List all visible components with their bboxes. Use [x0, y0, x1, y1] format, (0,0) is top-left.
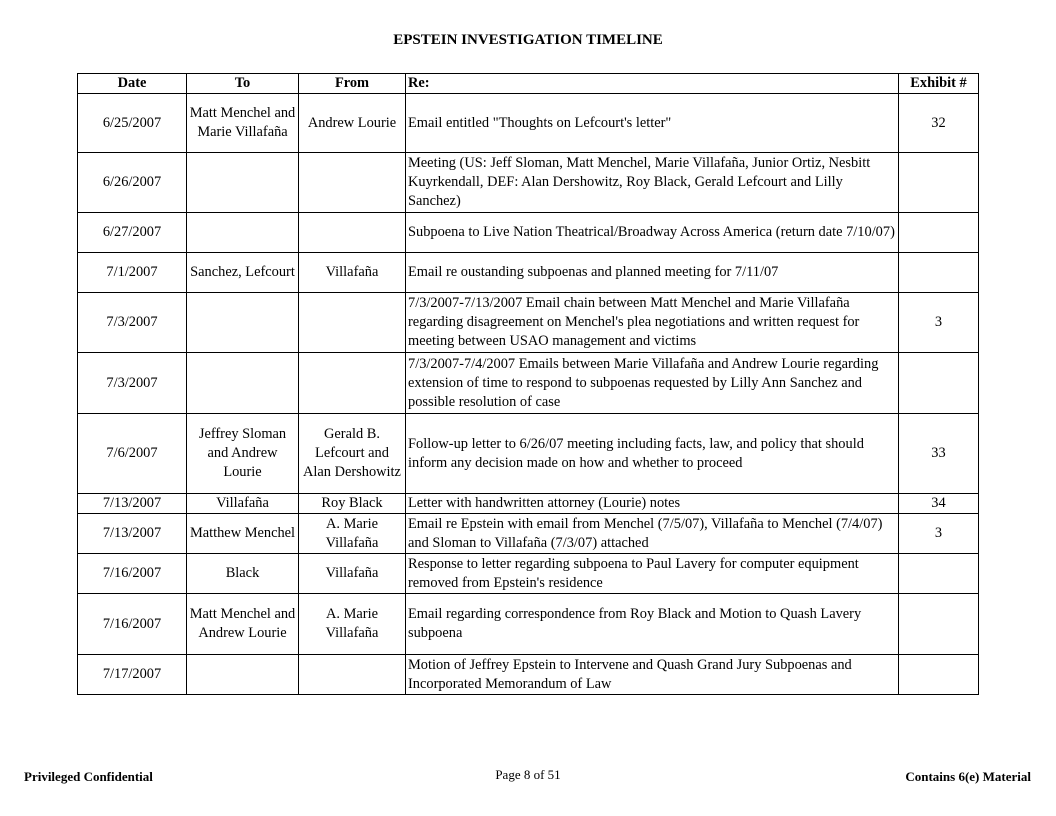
cell-re: 7/3/2007-7/13/2007 Email chain between Matt Menchel and Marie Villafaña regarding disagreement on Menchel's plea negotiations and written request for meeting between USAO management and victims: [406, 293, 899, 353]
cell-date: 6/26/2007: [78, 153, 187, 213]
cell-from: Villafaña: [299, 554, 406, 594]
cell-re: Motion of Jeffrey Epstein to Intervene and Quash Grand Jury Subpoenas and Incorporated Memorandum of Law: [406, 655, 899, 695]
cell-date: 7/3/2007: [78, 293, 187, 353]
cell-from: Villafaña: [299, 253, 406, 293]
table-row: [78, 414, 979, 494]
column-header-from: From: [299, 74, 406, 94]
cell-exhibit: [899, 353, 979, 414]
cell-exhibit: [899, 213, 979, 253]
cell-exhibit: 32: [899, 94, 979, 153]
cell-re: Email re oustanding subpoenas and planned meeting for 7/11/07: [406, 253, 899, 293]
table-row: [78, 554, 979, 594]
cell-date: 6/25/2007: [78, 94, 187, 153]
cell-date: 7/17/2007: [78, 655, 187, 695]
cell-to: Sanchez, Lefcourt: [187, 253, 299, 293]
cell-re: Email regarding correspondence from Roy Black and Motion to Quash Lavery subpoena: [406, 594, 899, 655]
table-row: [78, 514, 979, 554]
cell-from: Gerald B. Lefcourt and Alan Dershowitz: [299, 414, 406, 494]
cell-exhibit: [899, 655, 979, 695]
cell-re: Email entitled "Thoughts on Lefcourt's letter": [406, 94, 899, 153]
cell-to: Villafaña: [187, 494, 299, 514]
cell-exhibit: 3: [899, 293, 979, 353]
cell-re: Meeting (US: Jeff Sloman, Matt Menchel, Marie Villafaña, Junior Ortiz, Nesbitt Kuyrkendall, DEF: Alan Dershowitz, Roy Black, Gerald Lefcourt and Lilly Sanchez): [406, 153, 899, 213]
cell-from: [299, 213, 406, 253]
footer-privileged-label: Privileged Confidential: [24, 769, 153, 784]
column-header-re: Re:: [406, 74, 899, 94]
page-title: EPSTEIN INVESTIGATION TIMELINE: [393, 32, 663, 48]
cell-re: Subpoena to Live Nation Theatrical/Broadway Across America (return date 7/10/07): [406, 213, 899, 253]
cell-date: 7/13/2007: [78, 494, 187, 514]
cell-re: Follow-up letter to 6/26/07 meeting including facts, law, and policy that should inform any decision made on how and whether to proceed: [406, 414, 899, 494]
cell-date: 7/16/2007: [78, 594, 187, 655]
footer-page-number: Page 8 of 51: [495, 767, 561, 782]
cell-exhibit: [899, 253, 979, 293]
cell-from: A. Marie Villafaña: [299, 594, 406, 655]
cell-date: 7/16/2007: [78, 554, 187, 594]
cell-date: 7/1/2007: [78, 253, 187, 293]
table-row: [78, 594, 979, 655]
cell-from: A. Marie Villafaña: [299, 514, 406, 554]
cell-exhibit: [899, 554, 979, 594]
table-row: [78, 353, 979, 414]
table-row: [78, 94, 979, 153]
column-header-exhibit: Exhibit #: [899, 74, 979, 94]
cell-to: Black: [187, 554, 299, 594]
cell-to: [187, 655, 299, 695]
cell-to: [187, 153, 299, 213]
cell-to: Matt Menchel and Andrew Lourie: [187, 594, 299, 655]
cell-date: 7/3/2007: [78, 353, 187, 414]
cell-to: [187, 293, 299, 353]
cell-re: Letter with handwritten attorney (Lourie) notes: [406, 494, 899, 514]
timeline-table: [77, 73, 979, 695]
table-row: [78, 655, 979, 695]
cell-from: [299, 353, 406, 414]
cell-from: [299, 153, 406, 213]
cell-exhibit: [899, 594, 979, 655]
cell-to: Jeffrey Sloman and Andrew Lourie: [187, 414, 299, 494]
table-row: [78, 494, 979, 514]
cell-to: [187, 353, 299, 414]
cell-exhibit: 3: [899, 514, 979, 554]
cell-re: Response to letter regarding subpoena to Paul Lavery for computer equipment removed from Epstein's residence: [406, 554, 899, 594]
cell-to: [187, 213, 299, 253]
column-header-date: Date: [78, 74, 187, 94]
cell-date: 6/27/2007: [78, 213, 187, 253]
cell-exhibit: [899, 153, 979, 213]
cell-re: Email re Epstein with email from Menchel (7/5/07), Villafaña to Menchel (7/4/07) and Sloman to Villafaña (7/3/07) attached: [406, 514, 899, 554]
cell-to: Matt Menchel and Marie Villafaña: [187, 94, 299, 153]
table-body: [78, 94, 979, 695]
cell-to: Matthew Menchel: [187, 514, 299, 554]
cell-exhibit: 33: [899, 414, 979, 494]
footer-6e-label: Contains 6(e) Material: [905, 769, 1031, 784]
table-row: [78, 253, 979, 293]
cell-from: Andrew Lourie: [299, 94, 406, 153]
cell-from: [299, 655, 406, 695]
cell-from: [299, 293, 406, 353]
cell-re: 7/3/2007-7/4/2007 Emails between Marie Villafaña and Andrew Lourie regarding extension of time to respond to subpoenas requested by Lilly Ann Sanchez and possible resolution of case: [406, 353, 899, 414]
column-header-to: To: [187, 74, 299, 94]
table-row: [78, 293, 979, 353]
table-row: [78, 213, 979, 253]
cell-date: 7/13/2007: [78, 514, 187, 554]
table-header-row: [78, 74, 979, 94]
table-row: [78, 153, 979, 213]
cell-exhibit: 34: [899, 494, 979, 514]
cell-from: Roy Black: [299, 494, 406, 514]
cell-date: 7/6/2007: [78, 414, 187, 494]
